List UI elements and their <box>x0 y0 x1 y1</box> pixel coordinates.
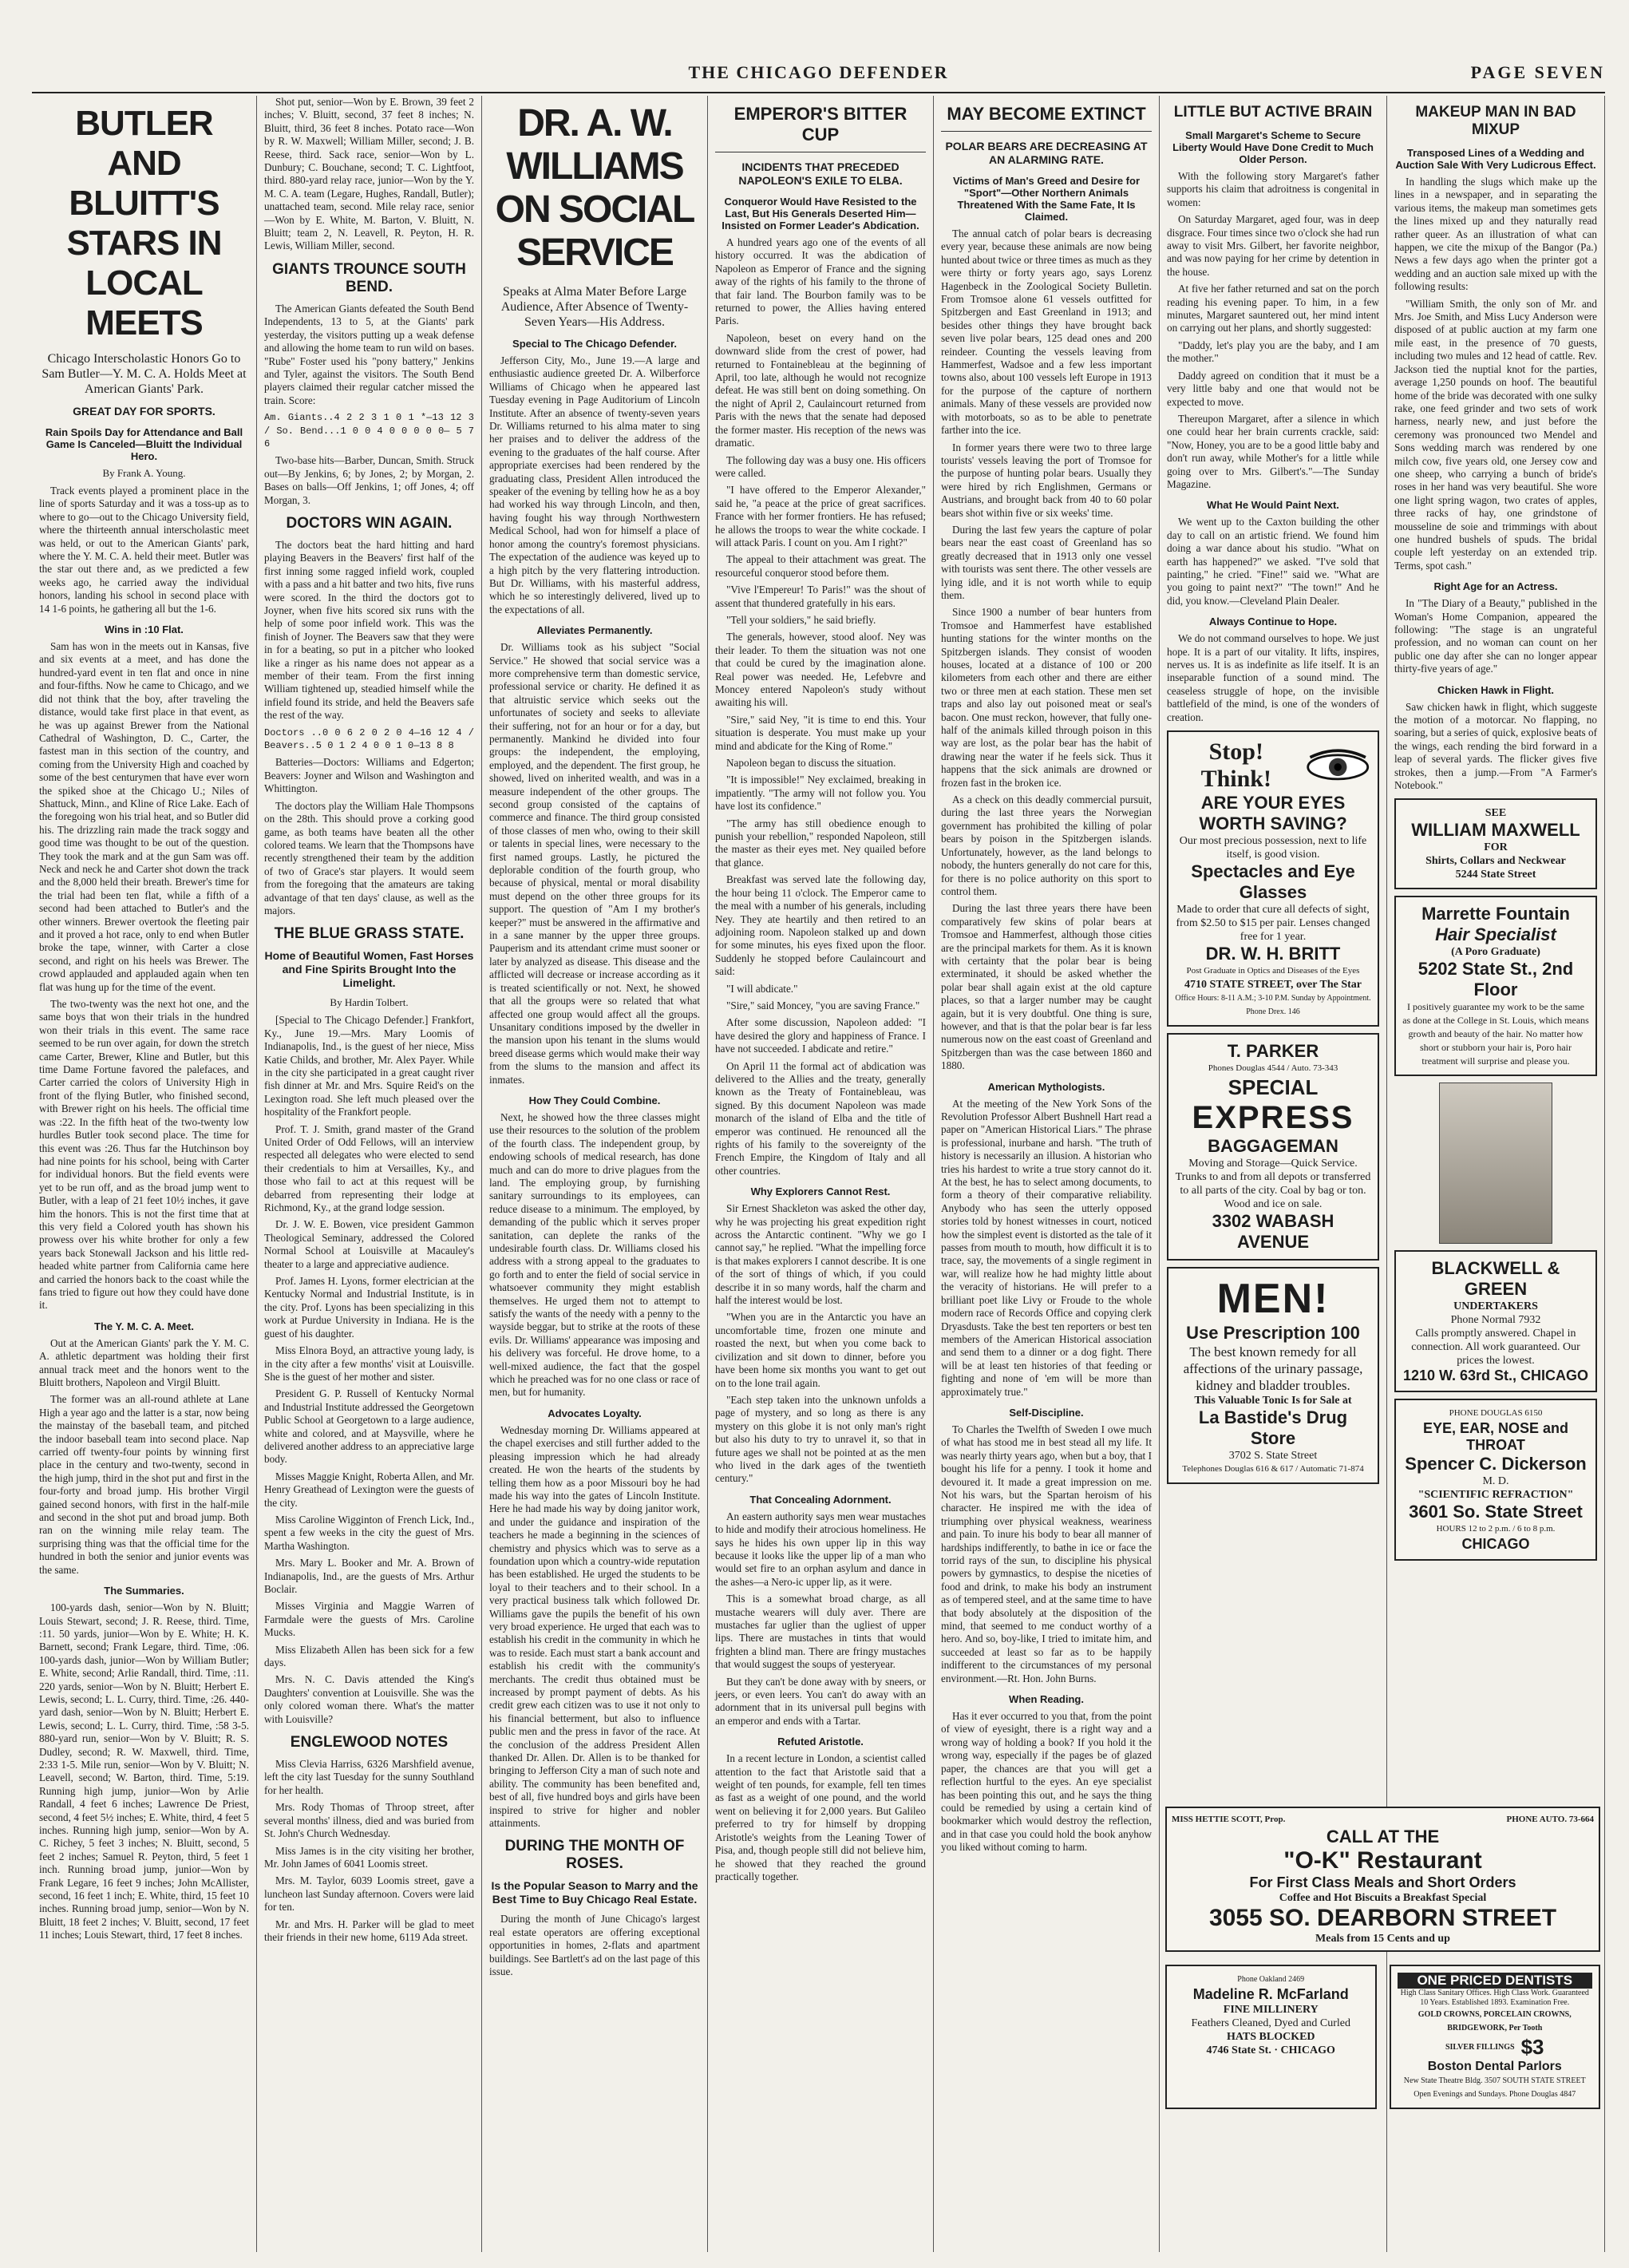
ad-line: PHONE DOUGLAS 6150 <box>1449 1408 1543 1419</box>
portrait-photo <box>1439 1083 1552 1244</box>
ad-price: $3 <box>1520 2035 1544 2059</box>
headline-doctors: DOCTORS WIN AGAIN. <box>286 514 453 532</box>
ad-line: 5244 State Street <box>1455 869 1536 881</box>
paragraph: At the meeting of the New York Sons of the Revolution Professor Albert Bushnell Hart read a paper on "American Historical Liars." The phrase is professional, inurbane and harsh. "The truth of history is necessarily an illusion. A historian who tries his hardest to write a true story cannot do it. At the best, he has to select among documents, to form a theory of their comparative reliability. Anybody who has seen the utterly opposed stories told by honest witnesses in court, noticed how the simplest event is distorted as the tale of it passes from mouth to mouth, how difficult it is to trace, say, the movements of a single regiment in war, will realize how he had mighty little about the veracity of historians. He will prefer to a brilliant poet like Livy or Froude to the whole modern race of Records Office and copying clerk Dryasdusts. Take the best ten reporters or best ten members of the American Historical association and send them to a dinner or a dog fight. There will be at least ten histories of that feeding or fighting and none of 'em will be more than approximately true." <box>941 1097 1152 1398</box>
column-1 <box>32 96 257 2252</box>
ad-line: 3702 S. State Street <box>1228 1450 1318 1463</box>
paragraph: We went up to the Caxton building the other day to call on an artistic friend. We found him doing a war dance about his studio. "What on earth has happened?" we asked. "I've sold that painting," he cried. "Fine!" said we. "What are you going to paint next?" "The town!" And he did, you know.—Cleveland Plain Dealer. <box>1167 516 1379 607</box>
ad-restaurant-wrap <box>1165 1800 1600 2116</box>
paragraph: To Charles the Twelfth of Sweden I owe much of what has stood me in best stead all my life. It was nearly thirty years ago, when but a boy, that I bought his life for a penny. I took it home and devoured it. It made a great impression on me. Not his wars, but the Spartan heroism of his character. He inspired me with the idea of triumphing over physical weakness, weariness and pain. To inure his body to bear all manner of hardships indifferently, to bathe in ice or face the torrid rays of the sun, to discipline his physical powers by gymnastics, to despise the niceties of food and drink, to make his body an instrument as of tempered steel, and at the same time to have that body absolutely at the disposition of the mind, that seemed to me conduct worthy of a hero. And so, boy-like, I tried to imitate him, and succeeded at least so far as to be happily indifferent to the circumstances of my personal environment.—Rt. Hon. John Burns. <box>941 1423 1152 1684</box>
paragraph: "It is impossible!" Ney exclaimed, breaking in impatiently. "The army will not follow you. You have lost its confidence." <box>715 774 926 813</box>
ad-line: Our most precious possession, next to life itself, is good vision. <box>1179 835 1367 861</box>
paragraph: Napoleon, beset on every hand on the downward slide from the crest of power, had returned to Fontainebleau at the beginning of April, too late, although he would not recognize defeat. He was still bent on doing something. On the night of April 2, Caulaincourt returned from Paris with the news that the senate had deposed the former master. His reception of the news was dramatic. <box>715 331 926 449</box>
ad-line: Phone Normal 7932 <box>1450 1314 1541 1327</box>
byline: By Frank A. Young. <box>102 467 186 479</box>
paragraph: Track events played a prominent place in the line of sports Saturday and it was a toss-up as to where to go—out to the Chicago University field, where the thirteenth annual interscholastic meet was held, or out to the American Giants' park, where the Y. M. C. A. held their meet. Butler was the star out there and, as we predicted a few weeks ago, he carried away the individual honors, landing his school in second place with 14 1-6 points, he gathering all but the 1-6. <box>39 485 249 615</box>
box-score: Am. Giants..4 2 2 3 1 0 1 *—13 12 3 / So. Bend...1 0 0 4 0 0 0 0 0— 5 7 6 <box>264 412 474 449</box>
ad-line: BAGGAGEMAN <box>1208 1136 1338 1157</box>
ad-men <box>1167 1267 1379 1484</box>
paragraph: Saw chicken hawk in flight, which suggeste the motion of a motorcar. No flapping, no soaring, but a series of quick, explosive beats of the wings, each rending the bird forward in a leap of several yards. The flicker gives five strokes, then a jump.—From "A Farmer's Notebook." <box>1394 700 1597 792</box>
headline-emperor: EMPEROR'S BITTER CUP <box>715 104 926 152</box>
paragraph: Mrs. Rody Thomas of Throop street, after several months' illness, died and was buried from St. John's Church Wednesday. <box>264 1801 474 1840</box>
ad-restaurant <box>1165 1807 1600 1952</box>
ad-line: M. D. <box>1482 1475 1509 1488</box>
deck: Victims of Man's Greed and Desire for "Sport"—Other Northern Animals Threatened With the Same Fate, It Is Claimed. <box>952 175 1141 223</box>
deck: Is the Popular Season to Marry and the Best Time to Buy Chicago Real Estate. <box>491 1879 698 1906</box>
ad-line: Meals from 15 Cents and up <box>1315 1933 1450 1945</box>
paragraph: Out at the American Giants' park the Y. M. C. A. athletic department was holding their first annual track meet and the honors went to the Bluitt brothers, Napoleon and Virgil Bluitt. <box>39 1336 249 1388</box>
ad-line: 3055 SO. DEARBORN STREET <box>1208 1905 1557 1931</box>
ad-line: HATS BLOCKED <box>1226 2031 1315 2043</box>
paragraph: Thereupon Margaret, after a silence in which one could hear her brain currents crackle, said: "Now, Honey, you are to be a good little baby and don't run away, while Mother's for a little while going over to Mrs. Gilbert's."—The Sunday Magazine. <box>1167 412 1379 490</box>
ad-title: Stop! Think! <box>1200 738 1271 793</box>
ad-line: Coffee and Hot Biscuits a Breakfast Special <box>1279 1892 1487 1904</box>
masthead-rule <box>32 92 1605 93</box>
paragraph: "Vive l'Empereur! To Paris!" was the shout of assent that thundered gratefully in his ears. <box>715 584 926 609</box>
headline-extinct: MAY BECOME EXTINCT <box>941 104 1152 132</box>
ad-line: Hair Specialist <box>1435 924 1556 945</box>
ad-line: FINE MILLINERY <box>1223 2004 1319 2016</box>
ad-line: ONE PRICED DENTISTS <box>1398 1973 1593 1989</box>
ad-line: Use Prescription 100 <box>1186 1323 1360 1344</box>
ad-line: PHONE AUTO. 73-664 <box>1506 1815 1594 1824</box>
paragraph: Mrs. M. Taylor, 6039 Loomis street, gave a luncheon last Sunday afternoon. Covers were laid for ten. <box>264 1874 474 1914</box>
paragraph: Wednesday morning Dr. Williams appeared at the chapel exercises and still further added to the pleasing impression which he had already created. He won the hearts of the students by telling them how as a poor Missouri boy he had made his way into the gates of Lincoln Institute. Here he had made his way by doing janitor work, and under the guidance and inspiration of the teachers he made a beginning in the sciences of chemistry and physics which was to serve as a foundation upon which a country-wide reputation has been established. He urged the students to be loyal to their teachers and to their school. In a very practical business talk which followed Dr. Williams gave the pupils the benefit of his own very broad experience. He urged that each was to establish his credit in the community in which he was to reside. Each must start a bank account and establish his credit with the community's merchants. The credit thus obtained must be increased by prompt payment of debts. As his credit grew each citizen was to use it not only to his financial betterment, but also to influence public men and the press in favor of the race. At the conclusion of the address President Allen thanked Dr. Allen. Dr. Allen is to be thanked for bringing to Jefferson City a man of such note and ability. The community has been benefited and, best of all, five hundred boys and girls have been inspired to strive for higher and nobler attainments. <box>489 1423 700 1830</box>
eye-icon <box>1304 746 1371 786</box>
headline-makeup: MAKEUP MAN IN BAD MIXUP <box>1415 104 1576 138</box>
ad-line: SPECIAL <box>1228 1075 1319 1100</box>
ad-line: Office Hours: 8-11 A.M.; 3-10 P.M. Sunday by Appointment. Phone Drex. 146 <box>1175 994 1371 1017</box>
ad-line: HOURS 12 to 2 p.m. / 6 to 8 p.m. <box>1436 1524 1556 1534</box>
ad-line: Boston Dental Parlors <box>1427 2060 1562 2073</box>
ad-line: ARE YOUR EYES WORTH SAVING? <box>1199 793 1347 834</box>
subhead: Right Age for an Actress. <box>1433 580 1558 593</box>
ad-line: Made to order that cure all defects of sight, from $2.50 to $15 per pair. Lenses changed free for 1 year. <box>1176 904 1370 944</box>
ad-line: DR. W. H. BRITT <box>1205 944 1341 964</box>
subhead: Advocates Loyalty. <box>548 1407 642 1419</box>
deck: INCIDENTS THAT PRECEDED NAPOLEON'S EXILE TO ELBA. <box>738 160 903 187</box>
deck: Home of Beautiful Women, Fast Horses and Fine Spirits Brought Into the Limelight. <box>264 949 474 990</box>
paper-name: THE CHICAGO DEFENDER <box>688 62 949 82</box>
subhead: The Y. M. C. A. Meet. <box>94 1320 194 1332</box>
ad-line: Telephones Douglas 616 & 617 / Automatic 71-874 <box>1182 1464 1364 1474</box>
ad-line: UNDERTAKERS <box>1453 1300 1538 1313</box>
paragraph: "Sire," said Moncey, "you are saving France." <box>726 999 920 1011</box>
paragraph: "Sire," said Ney, "it is time to end this. Your situation is desperate. You must make up your mind and abdicate for the King of Rome." <box>715 713 926 752</box>
subhead: American Mythologists. <box>987 1080 1105 1093</box>
ad-line: 4710 STATE STREET, over The Star <box>1184 979 1362 992</box>
ad-undertakers <box>1394 1250 1597 1392</box>
paragraph: "I have offered to the Emperor Alexander," said he, "a peace at the price of great sacrifices. France with her former frontiers. He has refused; he allows the troops to wear the white cockade. I will attack Paris. I count on you. Am I right?" <box>715 484 926 548</box>
ad-line: MEN! <box>1216 1276 1330 1323</box>
paragraph: We do not command ourselves to hope. We just hope. It is a part of our vitality. It lifts, inspires, nerves us. It is as indefinite as life itself. It is an inseparable function of a sound mind. The ceaseless struggle of hope, on the invisible battlefield of the mind, is one of the wonders of creation. <box>1167 632 1379 723</box>
ad-line: CHICAGO <box>1461 1536 1530 1553</box>
paragraph: Since 1900 a number of bear hunters from Tromsoe and Hammerfest have established hunting stations for the winter months on the Spitzbergen islands. They consist of wooden houses, located at a distance of 100 or 200 kilometers from each other and there are either two or three men at each station. These men set traps and also lay out poisoned meat or seal's bacon. One must reckon, however, that fully one-half of the animals killed through poison in this way are lost, as the polar bear has the habit of drawing near the water if he feels sick. Thus it happens that the sick animals are drowned or frozen fast in the broken ice. <box>941 606 1152 789</box>
paragraph: Prof. T. J. Smith, grand master of the Grand United Order of Odd Fellows, will an interview respected all delegates who were elected to send their credentials to him at Versailles, Ky., and those who fail to act at this request will be debarred from representing their lodge at Richmond, Ky., at the grand lodge session. <box>264 1122 474 1214</box>
paragraph: In handling the slugs which make up the lines in a newspaper, and in separating the various items, the makeup man sometimes gets the lines mixed up and they naturally read rather queer. As an illustration of what can happen, we cite the mixup of the Bangor (Pa.) News a few days ago when the printer got a wedding and an auction sale mixed up with the following results: <box>1394 176 1597 293</box>
ad-line: Spectacles and Eye Glasses <box>1191 861 1355 903</box>
paragraph: President G. P. Russell of Kentucky Normal and Industrial Institute addressed the Georgetown Public School at Georgetown to a large audience, white and colored, and at Maysville, where he delivered another address to an appreciative large body. <box>264 1387 474 1466</box>
paragraph: Sam has won in the meets out in Kansas, five and six events at a meet, and has done the hundred-yard event in ten flat and once in nine and four-fifths. Now he came to Chicago, and we did not think that the boy, after traveling the distance, would take first place in that event, as he was up against Brewer from the National Cathedral of Washington, D. C., Carter, the fastest man in this section of the country, and coming from the University High and coached by some of the best centurymen that have ever worn the spiked shoe at the Chicago U.; Niles of Shattuck, Minn., and Kline of Rice Lake. Each of the foregoing won his trial heat, and so Butler did his. The drizzling rain made the track soggy and good time was thought to be out of the question. They took the mark and at the gun Sam was off. Neck and neck he and Carter shot down the track and the 8,000 held their breath. Brewer's time for the trial had been ten flat, while a fifth of a second had been attached to Butler's and the other winners. Brewer overtook the fleeting pair and it proved a hot race, only to end when Butler broke the tape, winner, with Carter a close second, and right on his heels was Brewer. The crowd applauded and applauded again when ten flat was hung up for the time of the event. <box>39 640 249 993</box>
ad-line: Phone Oakland 2469 <box>1237 1975 1305 1984</box>
subhead: GREAT DAY FOR SPORTS. <box>73 405 215 418</box>
headline-butler: BUTLER AND BLUITT'S STARS IN LOCAL MEETS <box>66 104 222 342</box>
paragraph: "I will abdicate." <box>726 982 798 995</box>
subhead: Self-Discipline. <box>1009 1406 1084 1419</box>
ad-line: GOLD CROWNS, PORCELAIN CROWNS, BRIDGEWORK, Per Tooth <box>1417 2010 1572 2032</box>
ad-line: T. PARKER <box>1227 1041 1319 1062</box>
subhead: How They Could Combine. <box>528 1094 661 1106</box>
paragraph: Dr. Williams took as his subject "Social Service." He showed that social service was a more comprehensive term than domestic service, professional service or charity. He defined it as that altruistic service which seeks out the unfortunates of society and seeks to alleviate their suffering, not for an hour or for a day, but permanently. Mankind he divided into four groups: the independent, the employing, employed, and the dependent. The first group, he showed, lived on inherited wealth, and was in a measure independent of the other groups. The second group consisted of the captains of commerce and finance. The third group consisted of those classes of men who, owing to their skill or talents in special lines, were necessary to the first named groups. Lastly, he pictured the deplorable condition of the fourth group, who because of physical, mental or moral disability must depend on the other three groups for its support. The question of "Am I my brother's keeper?" must be answered in the affirmative and in a sane manner by the upper three groups. Pauperism and its attendant crime must sooner or later by analyzed as disease. This disease and the afflicted will decrease or increase according as it is treated scientifically or not. Next, he showed that all the groups were so related that what affected one group would affect all the groups. Unsanitary conditions imposed by the dweller in the mansion upon his tenant in the slums would breed disease germs which would make their way from the slums to the mansion and affect its inmates. <box>489 641 700 1086</box>
paragraph: "Tell your soldiers," he said briefly. <box>726 613 876 626</box>
ad-eyes <box>1167 730 1379 1027</box>
ad-line: This Valuable Tonic Is for Sale at <box>1194 1395 1352 1407</box>
paragraph: Shot put, senior—Won by E. Brown, 39 feet 2 inches; V. Bluitt, second, 37 feet 8 inches; N. Bluitt, third, 36 feet 8 inches. Potato race—Won by R. W. Maxwell; William Miller, second; J. B. Reese, third. Sack race, senior—Won by L. Dunbury; C. Bouchane, second; T. C. Lightfoot, third. 880-yard relay race, junior—Won by the Y. M. C. A. team (Legare, Hughes, Randall, Butler); unattached team, second. Mile relay race, senior—Won by E. White, M. Barton, V. Bluitt, N. Bluitt; team 2, N. Leavell, R. Peyton, H. R. Lewis, William Miller, second. <box>264 96 474 252</box>
subhead: Rain Spoils Day for Attendance and Ball Game Is Canceled—Bluitt the Individual Hero. <box>45 426 243 462</box>
paragraph: "Each step taken into the unknown unfolds a page of mystery, and so long as there is any mystery on this globe it is not only man's right but also his duty to try to unravel it, so that in future ages we shall not be pointed at as the men who lived in the dark ages of the twentieth century." <box>715 1393 926 1485</box>
deck: Transposed Lines of a Wedding and Auction Sale With Very Ludicrous Effect. <box>1395 147 1596 171</box>
ad-maxwell <box>1394 798 1597 889</box>
column-4 <box>708 96 934 2252</box>
paragraph: Has it ever occurred to you that, from the point of view of eyesight, there is a right way and a wrong way of holding a book? If you hold it the wrong way, especially if the pages be of glazed paper, the chances are that you will get a reflection hurtful to the eyes. An eye specialist has been pointing this out, and he says the thing could be remedied by using a certain kind of bookmarker which would destroy the reflection, and in that case you could hold the book anyhow you liked without coming to harm. <box>941 1710 1152 1854</box>
ad-line: La Bastide's Drug Store <box>1198 1407 1348 1449</box>
paragraph: The doctors beat the hard hitting and hard playing Beavers in the Beavers' first half of the first inning some ragged infield work, coupled with a pass and a hit batter and two hits, five runs were scored. In the third the doctors got to Joyner, when five hits scored six runs with the help of some poor infield work. This was the finish of Joyner. The Beavers saw that they were in for a beating, so put in a pitcher who looked like a ringer as his name does not appear as a member of their team. From the first inning William tightened up, steadied himself while the infield found its stride, and held the Beavers safe the rest of the way. <box>264 538 474 722</box>
special-notice: Special to The Chicago Defender. <box>512 338 677 350</box>
ad-line: Marrette Fountain <box>1421 904 1570 924</box>
paragraph: Mrs. N. C. Davis attended the King's Daughters' convention at Louisville. She was the only colored woman there. What's the matter with Louisville? <box>264 1673 474 1725</box>
ad-line: 1210 W. 63rd St., CHICAGO <box>1402 1368 1589 1384</box>
paragraph: Daddy agreed on condition that it must be a very little baby and one that would not be expected to move. <box>1167 369 1379 408</box>
paragraph: Dr. J. W. E. Bowen, vice president Gammon Theological Seminary, addressed the Colored Normal School at Louisville at Macauley's theater to a large and appreciative audience. <box>264 1218 474 1270</box>
paragraph: In a recent lecture in London, a scientist called attention to the fact that Aristotle said that a weight of ten pounds, for example, fell ten times as fast as a weight of one pound, and the world went on believing it for 2,000 years. But Galileo preferred to try for himself by dropping Aristotle's weights from the Leaning Tower of Pisa, and, though people still did not believe him, he showed that they reached the ground practically together. <box>715 1752 926 1882</box>
ad-line: SEE <box>1485 807 1507 820</box>
ad-line: 3302 WABASH AVENUE <box>1212 1211 1334 1253</box>
ad-line: "SCIENTIFIC REFRACTION" <box>1417 1489 1574 1502</box>
paragraph: The two-twenty was the next hot one, and the same boys that won their trials in the hundred won their trials in this event. The same race seemed to be run over again, for down the stretch came Carter, Brewer, Kline and Butler, but this time Dame Fortune favored the palefaces, and Carter carried the colors of University High in front of the flying Butler, who finished second, with Brewer right on his heels. The official time was :22. In the fifth heat of the two-twenty low hurdles Butler took second place. The time for this event was :26. Thus far the Hutchinson boy had nine points for his school, being with Carter for individual honors. But the field events were yet to be run off, and as the broad jump went to Butler, with a leap of 21 feet 10½ inches, it gave him the honors. This is not the first time that at this very field a Colored youth has shown his prowess over his white brother for only a few years back Stonewall Jackson and his little red-headed white partner from California came here and carried the honors back to the coast while the fans tried to figure out how they could have done it. <box>39 998 249 1312</box>
subhead: Always Continue to Hope. <box>1208 615 1338 628</box>
paragraph: The following day was a busy one. His officers were called. <box>715 453 926 479</box>
column-5 <box>934 96 1160 2252</box>
ad-line: 4746 State St. · CHICAGO <box>1206 2044 1335 2056</box>
ad-line: 5202 State St., 2nd Floor <box>1417 959 1574 1000</box>
paragraph: Miss Caroline Wigginton of French Lick, Ind., spent a few weeks in the city the guest of Mrs. Martha Washington. <box>264 1513 474 1552</box>
paragraph: The appeal to their attachment was great. The resourceful conqueror stood before them. <box>715 553 926 579</box>
paragraph: On Saturday Margaret, aged four, was in deep disgrace. Four times since two o'clock she had run away to visit Mrs. Gilbert, her favorite neighbor, and was now paying for her crime by detention in the house. <box>1167 213 1379 278</box>
paragraph: During the last few years the capture of polar bears near the east coast of Greenland has so greatly decreased that in 1913 only one vessel with tourists was sent there. The other vessels are lying idle, and it is not worth while to equip them. <box>941 523 1152 601</box>
headline-blue-grass: THE BLUE GRASS STATE. <box>274 925 465 943</box>
ad-line: Madeline R. McFarland <box>1192 1986 1349 2002</box>
paragraph: [Special to The Chicago Defender.] Frankfort, Ky., June 19.—Mrs. Mary Loomis of Indianapolis, Ind., is the guest of her niece, Miss Katie Childs, and brother, Mr. Alex Payer. While in the city she participated in a great caught river fish dinner at Mr. and Mrs. Squire Reid's on the Lexington road. She left much pleased over the hospitality of the Frankfort people. <box>264 1014 474 1118</box>
ad-line: For First Class Meals and Short Orders <box>1249 1874 1516 1890</box>
subhead: Why Explorers Cannot Rest. <box>750 1185 891 1198</box>
paragraph: During the last three years there have been comparatively few skins of polar bears at Tromsoe and Hammerfest, although those cities are the principal markets for them. As it is known with certainty that the polar bear is being exterminated, it should be asked whether the polar bear shall again exist at the old capture places, so that a larger number may be caught again, but it is very doubtful. One thing is sure, however, and that is that the polar bear is far less numerous now on the east coast of Greenland and Spitzbergen than was the case between 1860 and 1880. <box>941 902 1152 1072</box>
headline-roses: DURING THE MONTH OF ROSES. <box>504 1838 685 1873</box>
headline-brain: LITTLE BUT ACTIVE BRAIN <box>1173 104 1373 121</box>
paragraph: On April 11 the formal act of abdication was delivered to the Allies and the treaty, generally known as the Treaty of Fontainebleau, was signed. By this document Napoleon was made monarch of the island of Elba and the title of emperor was continued. He renounced all the rights of his family to the sovereignty of the French Empire, the Kingdom of Italy and all other countries. <box>715 1059 926 1177</box>
deck: Chicago Interscholastic Honors Go to Sam Butler—Y. M. C. A. Holds Meet at American Giants' Park. <box>42 352 247 396</box>
paragraph: The annual catch of polar bears is decreasing every year, because these animals are now being hunted about twice or three times as much as they were thirty or forty years ago, says Lorenz Hagenbeck in the Zoological Society Bulletin. From Tromsoe alone 61 vessels outfitted for Spitzbergen and East Greenland in 1913; and besides other things they have brought back seven live polar bears, 125 dead ones and 200 reindeer. Counting the vessels leaving from Hammerfest, Wadsoe and a few less important towns also, about 100 vessels left Europe in 1913 for the purpose of the capture of northern animals. Many of these vessels are provided now with motorboats, so as to be able to penetrate farther into the ice. <box>941 228 1152 437</box>
headline-williams: DR. A. W. WILLIAMS ON SOCIAL SERVICE <box>495 102 694 274</box>
ad-line: 3601 So. State Street <box>1409 1502 1583 1522</box>
paragraph: Prof. James H. Lyons, former electrician at the Kentucky Normal and Industrial Institute, is in the city. Prof. Lyons has been specializing in this work at Purdue University in Indiana. He is the guest of his daughter. <box>264 1275 474 1340</box>
ad-line: (A Poro Graduate) <box>1451 946 1540 959</box>
paragraph: But they can't be done away with by sneers, or jeers, or even leers. You can't do away with an adornment that in its universal pull begins with an emperor and ends with a Tartar. <box>715 1675 926 1727</box>
paragraph: Mrs. Mary L. Booker and Mr. A. Brown of Indianapolis, Ind., are the guests of Mrs. Arthur Boclair. <box>264 1557 474 1595</box>
paragraph: Breakfast was served late the following day, the hour being 11 o'clock. The Emperor came to the meal with a number of his generals, including Ney. They ate heartily and then retired to an adjoining room. Napoleon stalked up and down for some minutes, his eyes fixed upon the floor. Suddenly he stopped before Caulaincourt and said: <box>715 873 926 978</box>
ad-line: MISS HETTIE SCOTT, Prop. <box>1172 1815 1286 1824</box>
paragraph: In "The Diary of a Beauty," published in the Woman's Home Companion, appeared the following: "The stage is an ungrateful profession, and no woman can count on her public one day after she can no longer appear thirty-five years of age." <box>1394 597 1597 675</box>
deck: Speaks at Alma Mater Before Large Audience, After Absence of Twenty-Seven Years—His Address. <box>500 285 689 329</box>
ad-dickerson <box>1394 1399 1597 1561</box>
ad-line: The best known remedy for all affections of the urinary passage, kidney and bladder troubles. <box>1183 1344 1363 1394</box>
ad-dentists <box>1390 1965 1601 2109</box>
subhead: The Summaries. <box>104 1585 184 1597</box>
ad-line: Shirts, Collars and Neckwear <box>1425 855 1566 868</box>
ad-line: Phones Douglas 4544 / Auto. 73-343 <box>1208 1063 1338 1074</box>
ad-line: CALL AT THE <box>1326 1827 1440 1846</box>
paragraph: "Daddy, let's play you are the baby, and I am the mother." <box>1167 338 1379 365</box>
paragraph: The generals, however, stood aloof. Ney was their leader. To them the situation was not one that could be cured by the imagination alone. Real power was needed. He, Lefebvre and Moncey entered Napoleon's study without awaiting his will. <box>715 631 926 709</box>
paragraph: As a check on this deadly commercial pursuit, during the last three years the Norwegian government has prohibited the killing of polar bears by poison in the Spitzbergen islands. Unfortunately, however, as the land belongs to nobody, the hunters generally do not care for this, for there is no police authority on this sport to control them. <box>941 794 1152 897</box>
paragraph: Sir Ernest Shackleton was asked the other day, why he was projecting his great expedition right across the Antarctic continent. "Why we go I cannot say," he replied. "What the impelling force is that makes explorers I cannot describe. It is one of the sort of things of which, if you could describe it in so many words, half the charm and half the interest would be lost. <box>715 1202 926 1307</box>
paragraph: 100-yards dash, senior—Won by N. Bluitt; Louis Stewart, second; J. R. Reese, third. Time, :11. 50 yards, junior—Won by E. White; H. K. Barnett, second; Frank Legare, third. Time, :06. 100-yards dash, junior—Won by William Butler; E. White, second; Arlie Randall, third. Time, :11. 220 yards, senior—Won by N. Bluitt; Herbert E. Lewis, second; L. L. Curry, third. Time, :26. 440-yard dash, senior—Won by N. Bluitt; Herbert E. Lewis, second; L. L. Curry, third. Time, :58 3-5. 880-yard run, senior—Won by V. Bluitt; R. S. Dudley, second; R. W. Maxwell, third. Time, 2:33 1-5. Mile run, senior—Won by V. Bluitt; N. Leavell, second; W. Barton, third. Time, 5:19. Running high jump, junior—Won by Arlie Randall, 4 feet 6 inches; Lawrence De Priest, second, 4 feet 5½ inches; E. White, third, 4 feet 5 inches. Running high jump, senior—Won by A. C. Richey, 5 feet 3 inches; N. Bluitt, second, 5 feet 2 inches; Samuel R. Peyton, third, 5 feet 1 inch. Running broad jump, junior—Won by Frank Legare, 16 feet 9 inches; John McAllister, second, 16 feet 1 inch; E. White, third, 15 feet 10 inches. Running broad jump, senior—Won by N. Bluitt, 18 feet 2 inches; V. Bluitt, second, 17 feet 11 inches; Louis Stewart, third, 17 feet 8 inches. <box>39 1601 249 1941</box>
ad-line: EYE, EAR, NOSE and THROAT <box>1422 1420 1569 1454</box>
ad-line: SILVER FILLINGS <box>1445 2043 1515 2052</box>
column-3 <box>482 96 708 2252</box>
paragraph: Miss James is in the city visiting her brother, Mr. John James of 6041 Loomis street. <box>264 1844 474 1870</box>
ad-line: WILLIAM MAXWELL <box>1411 820 1580 841</box>
ad-fountain <box>1394 896 1597 1076</box>
column-2 <box>257 96 482 2252</box>
paragraph: A hundred years ago one of the events of all history occurred. It was the abdication of Napoleon as Emperor of France and the signing away of the rights of his family to the throne of that fair land. The Bourbon family was to be returned to power, the Allies having entered Paris. <box>715 236 926 327</box>
paragraph: Two-base hits—Barber, Duncan, Smith. Struck out—By Jenkins, 6; by Jones, 2; by Morgan, 2. Bases on balls—Off Jenkins, 1; off Jones, 4; off Morgan, 3. <box>264 454 474 506</box>
paragraph: Miss Elizabeth Allen has been sick for a few days. <box>264 1643 474 1669</box>
page-number: PAGE SEVEN <box>1470 62 1605 82</box>
ad-line: Feathers Cleaned, Dyed and Curled <box>1191 2017 1350 2029</box>
masthead <box>32 57 1605 89</box>
byline: By Hardin Tolbert. <box>330 996 409 1009</box>
paragraph: After some discussion, Napoleon added: "I have desired the glory and happiness of France. I have not succeeded. I abdicate and retire." <box>715 1016 926 1055</box>
deck: Conqueror Would Have Resisted to the Last, But His Generals Deserted Him—Insisted on Former Leader's Abdication. <box>722 196 919 232</box>
paragraph: Miss Elnora Boyd, an attractive young lady, is in the city after a few months' visit at Louisville. She is the guest of her mother and sister. <box>264 1344 474 1383</box>
ad-line: Post Graduate in Optics and Diseases of the Eyes <box>1186 966 1360 976</box>
paragraph: Next, he showed how the three classes might use their resources to the solution of the problem of the fourth class. The independent group, by endowing schools of medical research, has done much and can do more to drive plagues from the land. The employing group, by furnishing sanitary surroundings to its employees, can reduce disease to a minimum. The employed, by demanding of the public which it serves proper sanitation, can deplete the ranks of the undesirable fourth class. Dr. Williams closed his address with a strong appeal to the graduates to go forth and to enter the field of social service in whatsoever community they might establish themselves. He urged them not to attempt to satisfy the wants of the needy with a penny to the wayside beggar, but to strike at the roots of these evils. Dr. Williams' appearance was imposing and his delivery was forceful. He drove home, to a well-mixed audience, the fact that the gospel which he preached was for no one class or race of men, but for humanity. <box>489 1110 700 1399</box>
subhead: That Concealing Adornment. <box>749 1493 892 1506</box>
paragraph: Batteries—Doctors: Williams and Edgerton; Beavers: Joyner and Wilson and Washington and Whittington. <box>264 756 474 795</box>
ad-line: New State Theatre Bldg. 3507 SOUTH STATE STREET <box>1403 2076 1586 2085</box>
ad-line: High Class Sanitary Offices. High Class Work. Guaranteed 10 Years. Established 1893. Examination Free. <box>1400 1989 1589 2007</box>
deck: Small Margaret's Scheme to Secure Liberty Would Have Done Credit to Much Older Person. <box>1172 129 1374 165</box>
ad-line: "O-K" Restaurant <box>1283 1847 1482 1874</box>
paragraph: "William Smith, the only son of Mr. and Mrs. Joe Smith, and Miss Lucy Anderson were disposed of at public auction at my farm one mile east, in the presence of 70 guests, including two mules and 12 head of cattle. Rev. Jackson tied the nuptial knot for the parties, average 1,250 pounds on hoof. The beautiful home of the bride was decorated with one sulky rake, one feed grinder and two sets of work harness, nearly new, and just before the ceremony was pronounced two Mendel and Sons wedding march was rendered by one milch cow, five years old, one Jersey cow and one sheep, who carrying a bunch of bride's roses in her hand was very beautiful. She wore one light spring wagon, two crates of apples, three racks of hay, one grindstone of mousseline de soie and trimmings with about one hundred bushels of spuds. The bridal couple left yesterday on an extended trip. Terms, spot cash." <box>1394 297 1597 572</box>
headline-giants: GIANTS TROUNCE SOUTH BEND. <box>272 260 466 295</box>
paragraph: The former was an all-round athlete at Lane High a year ago and the latter is a star, now being the mainstay of the baseball team, and pitched the indoor baseball team into second place. Nap carried off twenty-four points by winning first place in the century and two-twenty, second in the high jump, third in the shot put and first in the four-forty and broad jump. His brother Virgil gained second honors, with first in the half-mile and second in the shot put and broad jump. Both ran on the winning mile relay team. The surprising thing was that the official time for the hundred in both the senior and junior events was the same. <box>39 1393 249 1576</box>
paragraph: The American Giants defeated the South Bend Independents, 13 to 5, at the Giants' park yesterday, the visitors putting up a weak defense and allowing the home team to run wild on bases. "Rube" Foster used his "pony battery," Jenkins and Tyler, against the visitors. The South Bend players claimed their regular catcher missed the train. Score: <box>264 302 474 406</box>
paragraph: At five her father returned and sat on the porch reading his evening paper. To him, in a few minutes, Margaret sauntered out, her mind intent on carrying out her plans, and shortly suggested: <box>1167 283 1379 334</box>
paragraph: Mr. and Mrs. H. Parker will be glad to meet their friends in their new home, 6119 Ada street. <box>264 1918 474 1943</box>
subhead: What He Would Paint Next. <box>1207 499 1339 512</box>
paragraph: "When you are in the Antarctic you have an uncomfortable time, frozen one minute and roasted the next, but when you come back to civilization and sit down to dinner, before you have been home six months you want to get out on to the lone trail again. <box>715 1311 926 1389</box>
subhead: Refuted Aristotle. <box>777 1736 864 1748</box>
paragraph: An eastern authority says men wear mustaches to hide and modify their atrocious homeliness. He says he hides his own upper lip in this way because it looks like the upper lip of a man who would set fire to an orphan asylum and dance in the ashes—a Nero-ic upper lip, as it were. <box>715 1510 926 1588</box>
paragraph: Jefferson City, Mo., June 19.—A large and enthusiastic audience greeted Dr. A. Wilberforce Williams of Chicago when he appeared last Tuesday evening in Page Auditorium of Lincoln Institute. After an absence of twenty-seven years Dr. Williams returned to his alma mater to sing her praises and to deliver the address of the evening to the graduates of the half course. After appropriate exercises had been rendered by the graduating class, President Allen introduced the speaker of the evening by telling how he as a boy had worked his way through Lincoln, and then, having fought his way through Northwestern Medical School, had won for himself a place of honor among the country's foremost physicians. The expectation of the audience was keyed up to a high pitch by the very flattering introduction. But Dr. Williams, with his masterful address, which he so interestingly delivered, lived up to the expectations of all. <box>489 354 700 615</box>
paragraph: Misses Virginia and Maggie Warren of Farmdale were the guests of Mrs. Caroline Mucks. <box>264 1600 474 1639</box>
ad-line: EXPRESS <box>1192 1100 1354 1136</box>
paragraph: In former years there were two to three large tourists' vessels leaving the port of Tromsoe for the purpose of hunting polar bears. Usually they were hired by rich Englishmen, Germans or Austrians, and brought back from 40 to 60 polar bears shot within five or six weeks' time. <box>941 441 1152 519</box>
subhead: Chicken Hawk in Flight. <box>1437 683 1554 696</box>
paragraph: Miss Clevia Harriss, 6326 Marshfield avenue, left the city last Tuesday for the sunny Southland for her health. <box>264 1758 474 1796</box>
ad-line: Calls promptly answered. Chapel in connection. All work guaranteed. Our prices the lowest. <box>1411 1328 1580 1368</box>
paragraph: The doctors play the William Hale Thompsons on the 28th. This should prove a corking good game, as both teams have beaten all the other colored teams. We learn that the Thompsons have recently strengthened their team by the addition of two of Grace's star players. It would seem from the foregoing that the amateurs are taking advantage of that ten days' clause, as well as the majors. <box>264 799 474 916</box>
headline-englewood: ENGLEWOOD NOTES <box>290 1734 449 1751</box>
paragraph: Napoleon began to discuss the situation. <box>726 757 896 770</box>
ad-line: Moving and Storage—Quick Service. Trunks to and from all depots or transferred to all parts of the city. Coal by bag or ton. Wood and ice on sale. <box>1175 1158 1371 1211</box>
subhead: When Reading. <box>1009 1693 1084 1706</box>
ad-express <box>1167 1033 1379 1261</box>
paragraph: Misses Maggie Knight, Roberta Allen, and Mr. Henry Greathead of Lexington were the guests of the city. <box>264 1470 474 1509</box>
paragraph: "The army has still obedience enough to punish your rebellion," responded Napoleon, still the master as their eyes met. Ney quailed before that glance. <box>715 817 926 869</box>
ad-line: I positively guarantee my work to be the same as done at the College in St. Louis, which means growth and beauty of the hair. No matter how short or stubborn your hair is, Poro hair treatment will surprise and please you. <box>1402 1001 1589 1067</box>
paragraph: This is a somewhat broad charge, as all mustache wearers will duly aver. There are mustaches far uglier than the ugliest of upper lips. There are mustaches in tints that would frighten a blind man. There are fringy mustaches that would suggest the soups of yesteryear. <box>715 1593 926 1671</box>
paragraph: During the month of June Chicago's largest real estate operators are offering exceptional opportunities in homes, 2-flats and apartment buildings. See Bartlett's ad on the last page of this issue. <box>489 1913 700 1978</box>
subhead: Alleviates Permanently. <box>536 624 653 637</box>
subhead: Wins in :10 Flat. <box>105 623 184 636</box>
paragraph: With the following story Margaret's father supports his claim that adroitness is congenital in women: <box>1167 170 1379 208</box>
deck: POLAR BEARS ARE DECREASING AT AN ALARMING RATE. <box>945 140 1148 166</box>
ad-line: Spencer C. Dickerson <box>1405 1454 1587 1474</box>
ad-line: BLACKWELL & GREEN <box>1431 1258 1560 1300</box>
ad-line: Open Evenings and Sundays. Phone Douglas 4847 <box>1414 2090 1576 2099</box>
ad-millinery <box>1165 1965 1377 2109</box>
box-score: Doctors ..0 0 6 2 0 2 0 4—16 12 4 / Beavers..5 0 1 2 4 0 0 1 0—13 8 8 <box>264 726 474 752</box>
ad-line: FOR <box>1484 841 1508 854</box>
